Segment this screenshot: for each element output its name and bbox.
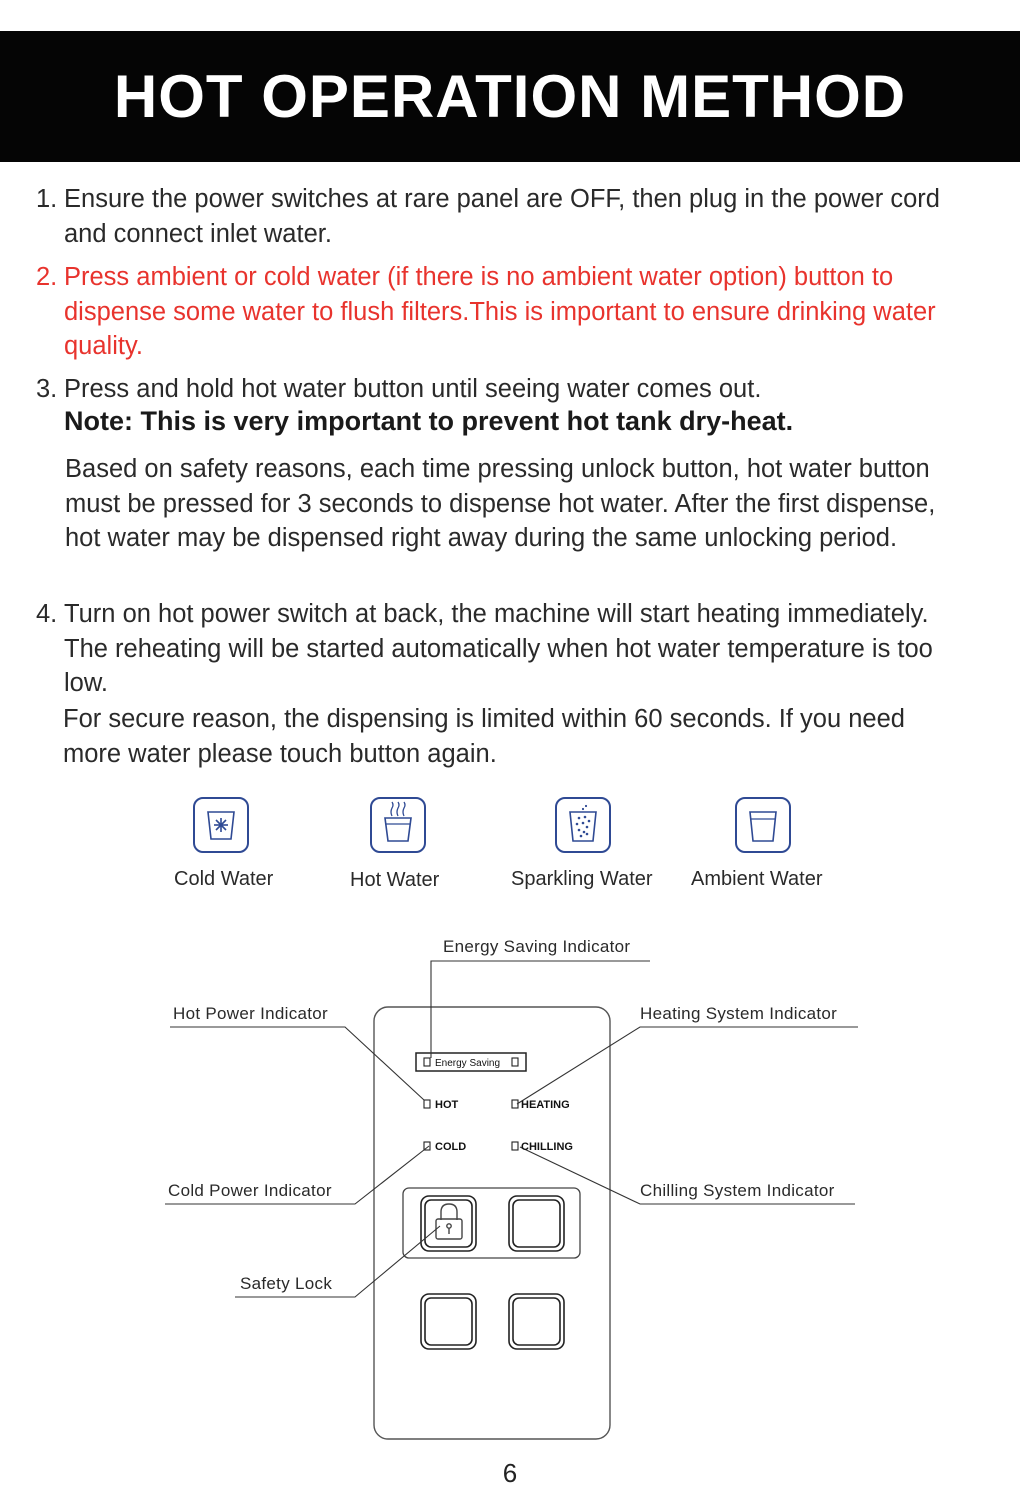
hot-indicator-label: HOT [435,1099,459,1111]
hot-power-leader [170,1027,424,1100]
sparkling-water-label: Sparkling Water [511,868,653,890]
hot-water-label: Hot Water [350,869,440,891]
cold-indicator-label: COLD [435,1141,467,1153]
step-text: Turn on hot power switch at back, the machine will start heating immediately. The reheating will be started automatically when hot water temperature is too low. [64,600,933,697]
panel-button-4-inner [513,1298,560,1345]
safety-paragraph: Based on safety reasons, each time pressing unlock button, hot water button must be pressed for 3 seconds to dispense hot water. After the first dispense, hot water may be dispensed right away during the same unlocking period. [65,455,936,552]
step-number: 1. [36,185,58,213]
panel-button-2 [509,1196,564,1251]
energy-saving-leader [431,961,650,1058]
lock-icon [436,1204,462,1239]
hot-led [424,1100,430,1108]
energy-saving-led-left [424,1058,430,1066]
step-text: Ensure the power switches at rare panel are OFF, then plug in the power cord and connect inlet water. [64,185,940,248]
energy-saving-panel-label: Energy Saving [435,1058,501,1069]
ambient-water-label: Ambient Water [691,868,823,890]
panel-button-3 [421,1294,476,1349]
energy-saving-callout: Energy Saving Indicator [443,937,631,956]
heating-system-callout: Heating System Indicator [640,1004,838,1023]
cold-water-label: Cold Water [174,868,274,890]
step-text: Press and hold hot water button until seeing water comes out. [64,375,762,403]
heating-system-leader [517,1027,858,1104]
hot-power-callout: Hot Power Indicator [173,1004,328,1023]
chilling-system-callout: Chilling System Indicator [640,1181,835,1200]
page-title: HOT OPERATION METHOD [113,63,907,130]
panel-button-3-inner [425,1298,472,1345]
step-number: 4. [36,600,58,628]
energy-saving-led-right [512,1058,518,1066]
page-number: 6 [502,1458,518,1488]
step-number: 3. [36,375,58,403]
panel-button-2-inner [513,1200,560,1247]
safety-lock-callout: Safety Lock [240,1274,333,1293]
step-text: Press ambient or cold water (if there is no ambient water option) button to dispense some water to flush filters.This is important to ensure drinking water quality. [64,263,936,360]
step-number: 2. [36,263,58,291]
cold-power-callout: Cold Power Indicator [168,1181,332,1200]
secure-paragraph: For secure reason, the dispensing is limited within 60 seconds. If you need more water please touch button again. [63,705,905,768]
panel-button-4 [509,1294,564,1349]
chilling-indicator-label: CHILLING [521,1141,573,1153]
panel-outline [374,1007,610,1439]
heating-indicator-label: HEATING [521,1099,570,1111]
chilling-led [512,1142,518,1150]
note-heading: Note: This is very important to prevent hot tank dry-heat. [64,406,794,436]
